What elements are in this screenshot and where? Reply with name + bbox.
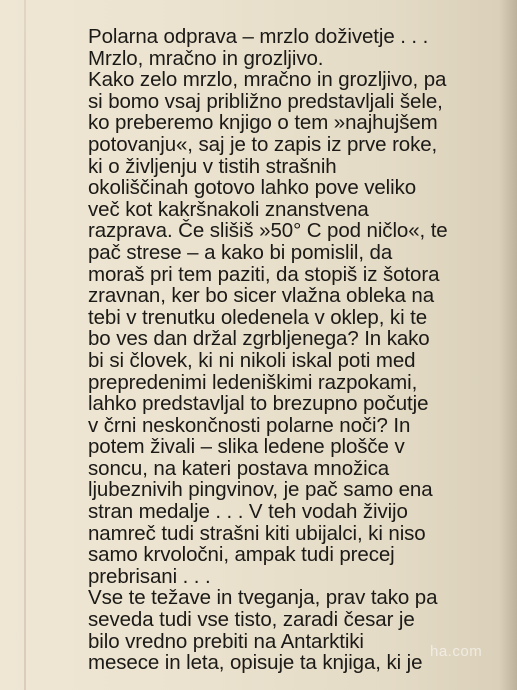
text-line: prepredenimi ledeniškimi razpokami, (88, 370, 418, 394)
text-line: bo ves dan držal zgrbljenega? In kako (88, 327, 430, 351)
text-line: soncu, na kateri postava množica (88, 456, 390, 480)
blurb-text (88, 26, 500, 674)
text-line: namreč tudi strašni kiti ubijalci, ki niso (88, 521, 426, 545)
page-edge-shadow (499, 0, 517, 690)
text-line: ki o življenju v tistih strašnih (88, 154, 337, 178)
text-line: Polarna odprava – mrzlo doživetje . . . (88, 25, 429, 48)
text-line: bilo vredno prebiti na Antarktiki (88, 629, 364, 653)
text-line: pač strese – a kako bi pomislil, da (88, 240, 393, 264)
text-line: ljubeznivih pingvinov, je pač samo ena (88, 478, 433, 502)
text-line: zravnan, ker bo sicer vlažna obleka na (88, 284, 435, 308)
text-line: tebi v trenutku oledenela v oklep, ki te (88, 305, 428, 329)
text-line: več kot kakršnakoli znanstvena (88, 197, 369, 221)
text-line: lahko predstavljal to brezupno počutje (88, 392, 429, 416)
text-line: mesece in leta, opisuje ta knjiga, ki je (88, 651, 423, 675)
text-line: Mrzlo, mračno in grozljivo. (88, 46, 324, 70)
text-line: potem živali – slika ledene plošče v (88, 435, 405, 459)
text-line: potovanju«, saj je to zapis iz prve roke, (88, 132, 438, 156)
text-line: Vse te težave in tveganja, prav tako pa (88, 586, 438, 610)
text-line: v črni neskončnosti polarne noči? In (88, 413, 411, 437)
text-line: ko preberemo knjigo o tem »najhujšem (88, 111, 438, 135)
watermark-text: ha.com (430, 643, 483, 660)
text-line: moraš pri tem paziti, da stopiš iz šotora (88, 262, 440, 286)
text-line: stran medalje . . . V teh vodah živijo (88, 500, 408, 524)
text-line: Kako zelo mrzlo, mračno in grozljivo, pa (88, 68, 447, 92)
text-line: si bomo vsaj približno predstavljali šele, (88, 89, 443, 113)
page-gutter (24, 0, 26, 690)
text-line: seveda tudi vse tisto, zaradi česar je (88, 608, 415, 632)
text-line: bi si človek, ki ni nikoli iskal poti med (88, 348, 416, 372)
text-line: okoliščinah gotovo lahko pove veliko (88, 176, 417, 200)
text-line: razprava. Če slišiš »50° C pod ničlo«, te (88, 219, 448, 243)
text-line: prebrisani . . . (88, 564, 211, 588)
text-line: samo krvoločni, ampak tudi precej (88, 543, 395, 567)
